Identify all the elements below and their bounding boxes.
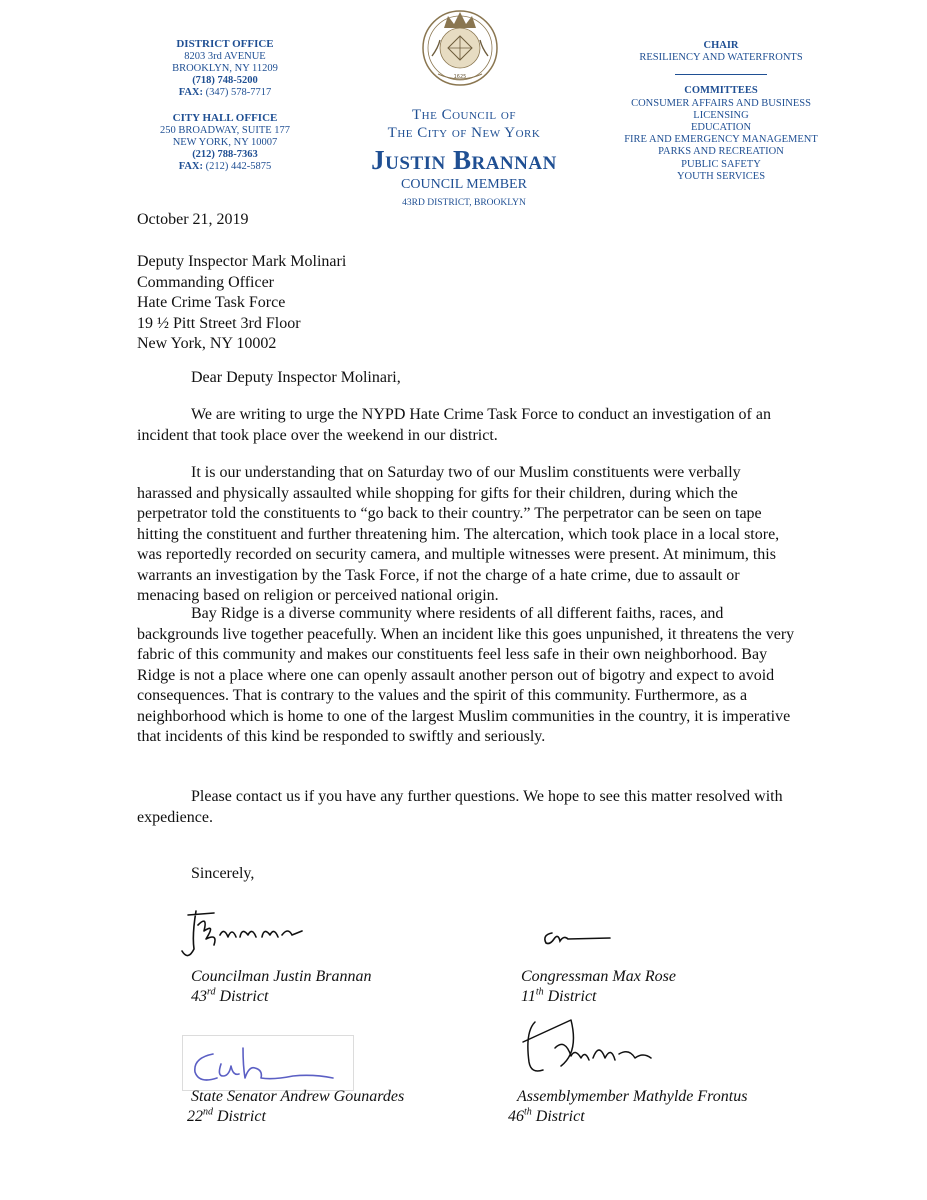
city-hall-office-title: CITY HALL OFFICE	[172, 112, 278, 124]
district-office-address2: BROOKLYN, NY 11209	[172, 63, 278, 74]
signatory-district: 43rd District	[191, 986, 269, 1005]
signature-brannan	[178, 905, 308, 963]
city-hall-address2: NEW YORK, NY 10007	[172, 137, 278, 148]
signature-rose	[538, 925, 614, 949]
signatory-district: 46th District	[508, 1106, 585, 1125]
seal-year: 1625	[453, 74, 467, 80]
member-district: 43RD DISTRICT, BROOKLYN	[402, 198, 526, 208]
salutation: Dear Deputy Inspector Molinari,	[191, 369, 401, 386]
member-title: COUNCIL MEMBER	[401, 177, 527, 192]
signature-frontus	[515, 1012, 665, 1082]
recipient-line: 19 ½ Pitt Street 3rd Floor	[137, 314, 301, 332]
committee-item: YOUTH SERVICES	[676, 170, 766, 182]
district-office-phone: (718) 748-5200	[192, 75, 258, 86]
committees-block	[612, 40, 830, 183]
paragraph-3: Bay Ridge is a diverse community where residents of all different faiths, races, and backgrounds live together peacefully. When an incident like this goes unpunished, it threatens the very fabric of this community and makes our constituents feel less safe in their own neighborhood. Bay Ridge is not a place where one can openly assault another person out of bigotry and expect to avoid consequences. That is contrary to the values and the spirit of this community. Furthermore, as a neighborhood which is home to one of the largest Muslim communities in the country, it is imperative that incidents of this kind be responded to swiftly and seriously.	[137, 605, 795, 745]
signatory-district: 22nd District	[187, 1106, 266, 1125]
signatory-name: Assemblymember Mathylde Frontus	[517, 1088, 748, 1105]
paragraph-4: Please contact us if you have any further questions. We hope to see this matter resolved with expedience.	[137, 788, 783, 826]
committee-item: PUBLIC SAFETY	[681, 158, 761, 170]
committee-item: EDUCATION	[690, 122, 752, 134]
recipient-address	[137, 252, 346, 355]
city-hall-fax: FAX: (212) 442-5875	[178, 161, 272, 172]
signature-box	[182, 1035, 354, 1091]
committee-item: FIRE AND EMERGENCY MANAGEMENT	[624, 134, 818, 146]
recipient-line: Hate Crime Task Force	[137, 294, 286, 311]
letterhead-center	[330, 106, 598, 210]
chair-committee: RESILIENCY AND WATERFRONTS	[639, 52, 803, 64]
committee-item: PARKS AND RECREATION	[658, 146, 784, 158]
city-seal-icon	[418, 4, 502, 88]
committee-item: LICENSING	[693, 109, 749, 121]
district-office-address1: 8203 3rd AVENUE	[184, 51, 266, 62]
signatory-name: Congressman Max Rose	[521, 968, 676, 985]
closing: Sincerely,	[191, 865, 255, 882]
district-office-block	[140, 38, 310, 173]
district-office-title: DISTRICT OFFICE	[176, 38, 274, 50]
district-office-fax: FAX: (347) 578-7717	[178, 87, 272, 98]
member-name: Justin Brannan	[371, 145, 557, 175]
signatory-name: Councilman Justin Brannan	[191, 968, 372, 985]
recipient-line: Deputy Inspector Mark Molinari	[137, 253, 347, 270]
recipient-line: Commanding Officer	[137, 273, 275, 291]
city-hall-phone: (212) 788-7363	[192, 149, 258, 160]
chair-label: CHAIR	[703, 40, 739, 51]
city-hall-address1: 250 BROADWAY, SUITE 177	[159, 125, 291, 136]
committee-item: CONSUMER AFFAIRS AND BUSINESS	[631, 97, 811, 109]
signatory-name: State Senator Andrew Gounardes	[191, 1088, 405, 1105]
signatory-district: 11th District	[521, 986, 597, 1005]
signature-gounardes	[183, 1036, 353, 1090]
recipient-line: New York, NY 10002	[137, 335, 277, 352]
divider	[675, 74, 767, 75]
council-line1: The Council of	[412, 107, 516, 123]
council-line2: The City of New York	[387, 125, 541, 141]
paragraph-2: It is our understanding that on Saturday two of our Muslim constituents were verbally harassed and physically assaulted while shopping for gifts for their children, during which the perpetrator told the constituents to “go back to their country.” The perpetrator can be seen on tape hitting the constituent and further threatening him. The altercation, which took place in a local store, was reportedly recorded on security camera, and multiple witnesses were present. At minimum, this warrants an investigation by the Task Force, if not the charge of a hate crime, due to assault or menacing based on religion or perceived national origin.	[137, 464, 780, 604]
paragraph-1: We are writing to urge the NYPD Hate Crime Task Force to conduct an investigation of an incident that took place over the weekend in our district.	[137, 406, 771, 444]
letter-date: October 21, 2019	[137, 211, 249, 228]
committees-label: COMMITTEES	[684, 85, 758, 97]
